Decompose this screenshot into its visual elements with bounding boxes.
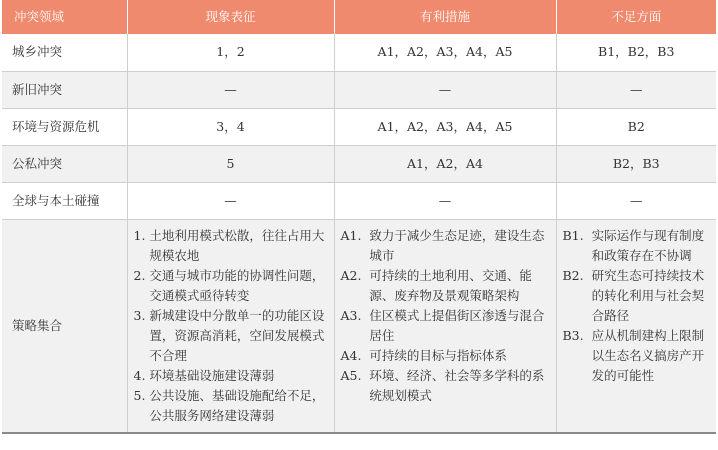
item-number: 1. <box>133 227 150 243</box>
item-number: B1. <box>562 227 592 243</box>
cell-phenomena: 5 <box>127 145 334 182</box>
table-row <box>2 182 716 219</box>
table-row <box>2 145 716 182</box>
strategy-row <box>2 219 716 433</box>
item-number: B2. <box>562 267 592 283</box>
cell-domain: 环境与资源危机 <box>2 108 127 145</box>
table-row <box>2 71 716 108</box>
header-domain: 冲突领域 <box>2 0 127 34</box>
item-text: 环境基础设施建设薄弱 <box>149 367 275 383</box>
cell-shortcomings: B2，B3 <box>556 145 716 182</box>
cell-phenomena: 3，4 <box>127 108 334 145</box>
item-number: A4. <box>340 347 370 363</box>
cell-shortcomings: — <box>556 71 716 108</box>
header-phenomena: 现象表征 <box>127 0 334 34</box>
item-number: A5. <box>340 367 370 383</box>
header-measures: 有利措施 <box>334 0 556 34</box>
measures-list <box>335 220 556 412</box>
list-item <box>563 326 711 386</box>
cell-measures: — <box>334 182 556 219</box>
conflict-table <box>2 0 716 434</box>
header-row <box>2 0 716 34</box>
table-row <box>2 34 716 71</box>
list-item <box>563 266 711 326</box>
item-text: 住区模式上提倡街区渗透与混合居住 <box>369 307 545 343</box>
cell-measures: A1，A2，A3，A4，A5 <box>334 108 556 145</box>
shortcomings-list <box>557 220 717 392</box>
item-text: 可持续的目标与指标体系 <box>369 347 507 363</box>
cell-strategy-phenomena <box>127 219 334 433</box>
list-item <box>134 306 328 366</box>
item-number: A2. <box>340 267 370 283</box>
item-text: 实际运作与现有制度和政策存在不协调 <box>591 227 705 263</box>
list-item <box>341 346 550 366</box>
cell-phenomena: 1，2 <box>127 34 334 71</box>
item-text: 环境、经济、社会等多学科的系统规划模式 <box>369 367 545 403</box>
item-text: 新城建设中分散单一的功能区设置，资源高消耗，空间发展模式不合理 <box>149 307 325 363</box>
cell-shortcomings: — <box>556 182 716 219</box>
item-text: 致力于减少生态足迹，建设生态城市 <box>369 227 545 263</box>
item-number: 5. <box>133 387 150 403</box>
cell-measures: A1，A2，A3，A4，A5 <box>334 34 556 71</box>
item-number: A1. <box>340 227 370 243</box>
list-item <box>341 226 550 266</box>
item-text: 交通与城市功能的协调性问题，交通模式亟待转变 <box>149 267 325 303</box>
list-item <box>134 366 328 386</box>
cell-strategy-label: 策略集合 <box>2 219 127 433</box>
list-item <box>134 266 328 306</box>
phenomena-list <box>128 220 334 432</box>
table-row <box>2 108 716 145</box>
item-number: 4. <box>133 367 150 383</box>
item-text: 可持续的土地利用、交通、能源、废弃物及景观策略架构 <box>369 267 532 303</box>
list-item <box>134 226 328 266</box>
cell-strategy-shortcomings <box>556 219 716 433</box>
cell-domain: 全球与本土碰撞 <box>2 182 127 219</box>
list-item <box>134 386 328 426</box>
cell-domain: 城乡冲突 <box>2 34 127 71</box>
list-item <box>341 266 550 306</box>
list-item <box>341 366 550 406</box>
list-item <box>341 306 550 346</box>
cell-domain: 公私冲突 <box>2 145 127 182</box>
cell-phenomena: — <box>127 182 334 219</box>
header-shortcomings: 不足方面 <box>556 0 716 34</box>
item-number: B3. <box>562 327 592 343</box>
item-text: 应从机制建构上限制以生态名义搞房产开发的可能性 <box>591 327 705 383</box>
item-number: 3. <box>133 307 150 323</box>
cell-shortcomings: B2 <box>556 108 716 145</box>
item-text: 土地利用模式松散，往往占用大规模农地 <box>149 227 325 263</box>
cell-shortcomings: B1，B2，B3 <box>556 34 716 71</box>
item-number: A3. <box>340 307 370 323</box>
cell-measures: — <box>334 71 556 108</box>
cell-phenomena: — <box>127 71 334 108</box>
cell-domain: 新旧冲突 <box>2 71 127 108</box>
item-text: 公共设施、基础设施配给不足，公共服务网络建设薄弱 <box>149 387 325 423</box>
list-item <box>563 226 711 266</box>
cell-strategy-measures <box>334 219 556 433</box>
item-text: 研究生态可持续技术的转化利用与社会契合路径 <box>591 267 705 323</box>
item-number: 2. <box>133 267 150 283</box>
cell-measures: A1，A2，A4 <box>334 145 556 182</box>
